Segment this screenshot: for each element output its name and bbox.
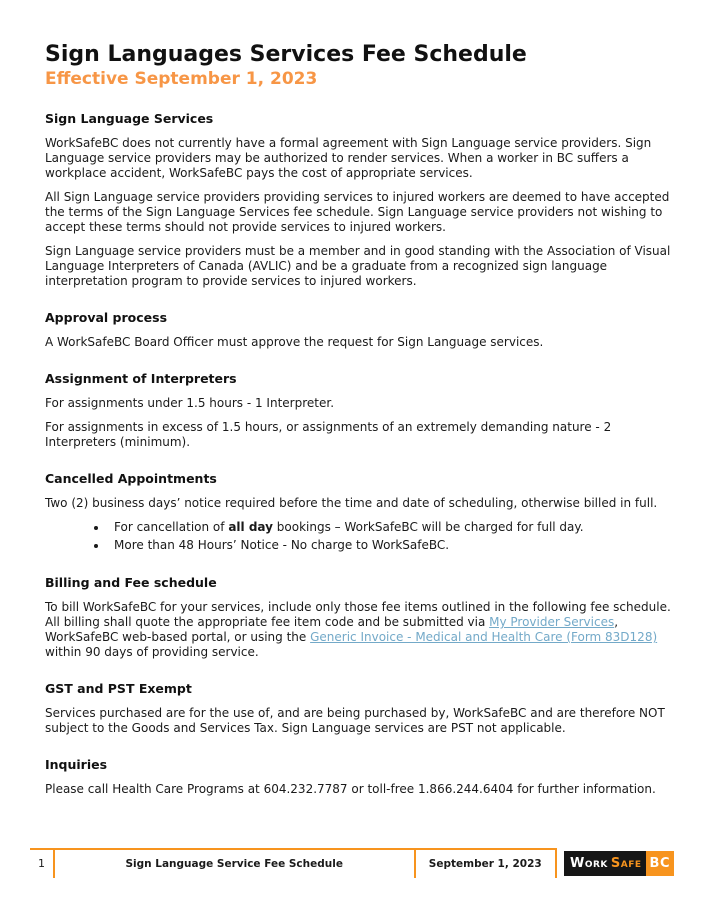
footer-document-name: Sign Language Service Fee Schedule — [53, 850, 414, 878]
billing-text: , WorkSafeBC web-based portal, or using the — [45, 615, 619, 644]
bullet-text-bold: all day — [228, 520, 273, 534]
heading-sign-language-services: Sign Language Services — [45, 111, 214, 126]
logo-work-text: Work — [570, 856, 608, 871]
paragraph: Sign Language service providers must be a member and in good standing with the Association of Visual Language Interpreters of Canada (AVLIC) and be a graduate from a recognized sign language interpretation program to provide services to injured workers. — [45, 244, 671, 288]
bullet-text: More than 48 Hours’ Notice - No charge to WorkSafeBC. — [114, 538, 450, 552]
page-title: Sign Languages Services Fee Schedule — [45, 42, 527, 67]
heading-cancelled-appointments: Cancelled Appointments — [45, 471, 217, 486]
billing-text: To bill WorkSafeBC for your services, include only those fee items outlined in the following fee schedule. All billing shall quote the appropriate fee item code and be submitted via — [45, 600, 671, 629]
paragraph: WorkSafeBC does not currently have a formal agreement with Sign Language service providers. Sign Language service providers may be authorized to render services. When a worker in BC suffers a workplace accident, WorkSafeBC pays the cost of appropriate services. — [45, 136, 652, 180]
footer-table — [30, 848, 557, 878]
footer-date: September 1, 2023 — [414, 850, 557, 878]
page-footer — [30, 848, 675, 878]
paragraph — [45, 600, 677, 660]
billing-text: within 90 days of providing service. — [45, 645, 259, 659]
heading-approval-process: Approval process — [45, 310, 168, 325]
paragraph: A WorkSafeBC Board Officer must approve the request for Sign Language services. — [45, 335, 544, 349]
worksafebc-logo-worksafe — [564, 851, 646, 876]
paragraph: Please call Health Care Programs at 604.232.7787 or toll-free 1.866.244.6404 for further information. — [45, 782, 656, 796]
logo-safe-text: Safe — [610, 856, 642, 871]
bullet-text: bookings – WorkSafeBC will be charged for full day. — [272, 520, 584, 534]
paragraph: For assignments in excess of 1.5 hours, or assignments of an extremely demanding nature - 2 Interpreters (minimum). — [45, 420, 612, 449]
paragraph: Two (2) business days’ notice required before the time and date of scheduling, otherwise billed in full. — [45, 496, 658, 510]
logo-bc-text: BC — [646, 851, 674, 876]
list-item — [108, 536, 677, 554]
paragraph: Services purchased are for the use of, and are being purchased by, WorkSafeBC and are therefore NOT subject to the Goods and Services Tax. Sign Language services are PST not applicable. — [45, 706, 665, 735]
bullet-text: For cancellation of — [114, 520, 229, 534]
page-number: 1 — [37, 857, 45, 870]
my-provider-services-link[interactable]: My Provider Services — [489, 615, 615, 629]
generic-invoice-form-link[interactable]: Generic Invoice - Medical and Health Care (Form 83D128) — [310, 630, 658, 644]
heading-assignment-of-interpreters: Assignment of Interpreters — [45, 371, 237, 386]
page-subtitle: Effective September 1, 2023 — [45, 69, 318, 89]
paragraph: All Sign Language service providers providing services to injured workers are deemed to have accepted the terms of the Sign Language Services fee schedule. Sign Language service providers not wishing to accept these terms should not provide services to injured workers. — [45, 190, 670, 234]
cancellation-bullet-list — [45, 518, 677, 554]
heading-gst-pst-exempt: GST and PST Exempt — [45, 681, 192, 696]
document-content — [45, 42, 677, 797]
worksafebc-logo — [564, 851, 674, 876]
heading-billing-and-fee-schedule: Billing and Fee schedule — [45, 575, 217, 590]
heading-inquiries: Inquiries — [45, 757, 108, 772]
list-item — [108, 518, 677, 536]
paragraph: For assignments under 1.5 hours - 1 Interpreter. — [45, 396, 335, 410]
